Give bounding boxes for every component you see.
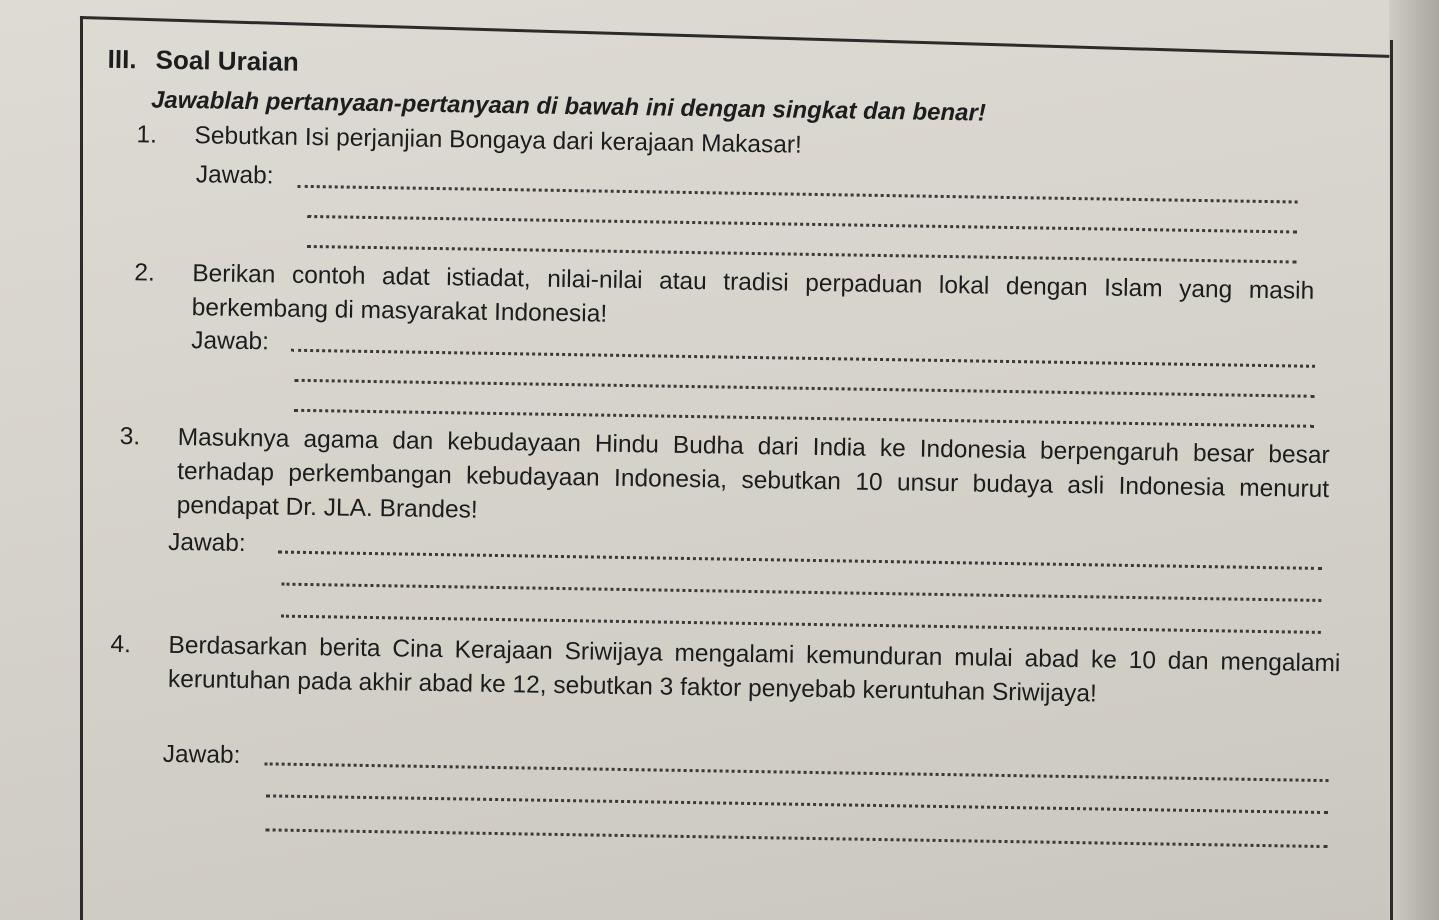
question-2-answer-label: Jawab: (191, 327, 270, 356)
question-3-number: 3. (119, 423, 141, 451)
section-title: Soal Uraian (155, 44, 299, 77)
section-instruction: Jawablah pertanyaan-pertanyaan di bawah ini dengan singkat dan benar! (150, 86, 987, 127)
question-3-answer-line-1[interactable] (278, 551, 1322, 570)
question-4-number: 4. (110, 630, 132, 659)
question-2 (134, 256, 1315, 343)
question-4-answer-label: Jawab: (162, 740, 241, 769)
question-2-number: 2. (134, 259, 155, 287)
question-4-text: Berdasarkan berita Cina Kerajaan Sriwijaya mengalami kemunduran mulai abad ke 10 dan mengalami keruntuhan pada akhir abad ke 12, sebutkan 3 faktor penyebab keruntuhan Sriwijaya! (167, 631, 1341, 708)
question-4 (110, 628, 1341, 715)
question-1-number: 1. (136, 121, 158, 149)
question-1 (136, 118, 1316, 171)
question-3-answer-label: Jawab: (167, 528, 246, 558)
question-1-answer-label: Jawab: (195, 161, 274, 190)
question-2-text: Berikan contoh adat istiadat, nilai-nilai atau tradisi perpaduan lokal dengan Islam yang masih berkembang di masyarakat Indonesia! (191, 260, 1315, 328)
question-1-answer-line-1[interactable] (298, 185, 1298, 204)
question-2-answer-line-1[interactable] (291, 349, 1315, 368)
question-4-answer-line-2[interactable] (266, 794, 1328, 814)
question-2-answer-line-2[interactable] (295, 379, 1315, 398)
question-1-answer-line-2[interactable] (307, 215, 1297, 234)
section-number: III. (107, 43, 137, 75)
question-3-answer-line-2[interactable] (281, 583, 1321, 602)
question-3 (118, 420, 1329, 541)
question-3-text: Masuknya agama dan kebudayaan Hindu Budha dari India ke Indonesia berpengaruh besar besar terhadap perkembangan kebudayaan Indonesia, sebutkan 10 unsur budaya asli Indonesia menurut pendapat Dr. JLA. Brandes! (176, 423, 1330, 524)
question-1-text: Sebutkan Isi perjanjian Bongaya dari kerajaan Makasar! (194, 122, 803, 159)
question-3-answer-line-3[interactable] (281, 615, 1321, 634)
question-4-answer-line-1[interactable] (265, 762, 1329, 782)
question-4-answer-line-3[interactable] (266, 828, 1328, 848)
